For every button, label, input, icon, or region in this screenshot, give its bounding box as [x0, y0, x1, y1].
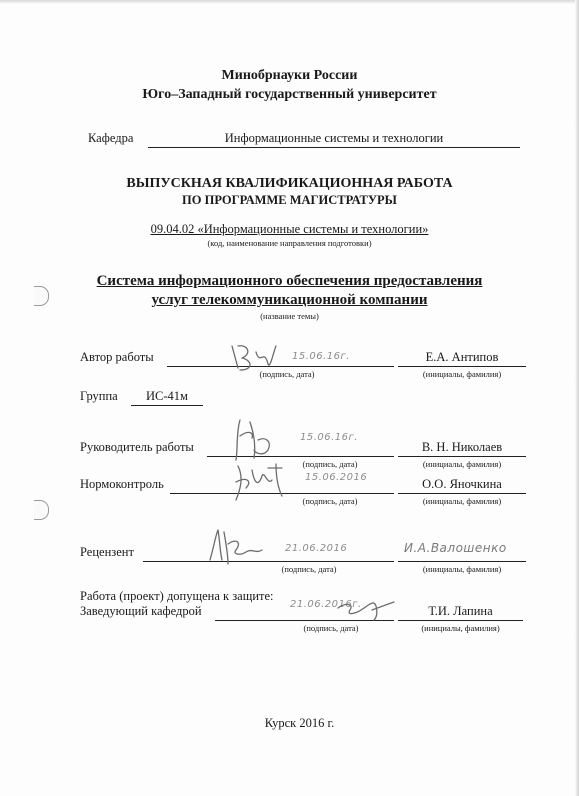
author-label: Автор работы — [80, 350, 154, 364]
normcontrol-label: Нормоконтроль — [80, 477, 164, 491]
topic-line2: услуг телекоммуникационной компании — [151, 292, 428, 308]
department-value: Информационные системы и технологии — [224, 131, 444, 145]
group-label: Группа — [80, 389, 118, 403]
admission-signature — [336, 596, 396, 622]
reviewer-name-line — [398, 561, 526, 562]
reviewer-sign-line — [143, 561, 394, 562]
work-type-line1: ВЫПУСКНАЯ КВАЛИФИКАЦИОННАЯ РАБОТА — [126, 176, 453, 191]
scan-edge-top — [0, 0, 579, 4]
reviewer-signature — [206, 524, 266, 568]
department-line — [148, 147, 520, 148]
supervisor-name-line — [398, 456, 526, 457]
supervisor-name-caption: (инициалы, фамилия) — [422, 459, 502, 469]
normcontrol-name-line — [398, 493, 526, 494]
admission-date: 21.06.2016г. — [290, 599, 362, 610]
topic-line1: Система информационного обеспечения предоставления — [96, 273, 483, 289]
reviewer-date: 21.06.2016 — [285, 543, 348, 554]
reviewer-name-handwritten: И.А.Валошенко — [404, 541, 507, 555]
supervisor-sign-caption: (подпись, дата) — [302, 459, 358, 469]
supervisor-label: Руководитель работы — [80, 440, 194, 454]
reviewer-label: Рецензент — [80, 545, 134, 559]
author-sign-caption: (подпись, дата) — [259, 369, 315, 379]
normcontrol-name-caption: (инициалы, фамилия) — [422, 496, 502, 506]
group-value: ИС-41м — [146, 389, 188, 403]
admission-sign-caption: (подпись, дата) — [303, 623, 359, 633]
admission-line1: Работа (проект) допущена к защите: — [80, 589, 274, 603]
punch-hole-lower — [34, 500, 49, 520]
author-sign-line — [167, 366, 394, 367]
admission-head-label: Заведующий кафедрой — [80, 604, 202, 618]
direction-value: 09.04.02 «Информационные системы и технологии» — [150, 222, 429, 236]
reviewer-sign-caption: (подпись, дата) — [281, 564, 337, 574]
author-name: Е.А. Антипов — [425, 350, 499, 364]
department-label: Кафедра — [88, 131, 134, 145]
group-line — [131, 405, 203, 406]
supervisor-date: 15.06.16г. — [300, 432, 358, 443]
normcontrol-sign-caption: (подпись, дата) — [302, 496, 358, 506]
normcontrol-name: О.О. Яночкина — [422, 477, 502, 491]
author-date: 15.06.16г. — [292, 351, 350, 362]
normcontrol-signature — [232, 460, 288, 504]
author-name-line — [398, 366, 526, 367]
city-year: Курск 2016 г. — [264, 716, 335, 730]
topic-caption: (название темы) — [260, 311, 319, 321]
author-name-caption: (инициалы, фамилия) — [422, 369, 502, 379]
university-title: Юго–Западный государственный университет — [142, 87, 437, 102]
reviewer-name-caption: (инициалы, фамилия) — [422, 564, 502, 574]
admission-name-line — [398, 620, 523, 621]
ministry-title: Минобрнауки России — [221, 68, 358, 83]
direction-caption: (код, наименование направления подготовки) — [207, 238, 372, 248]
scan-edge-right — [575, 0, 579, 796]
normcontrol-date: 15.06.2016 — [305, 472, 368, 483]
supervisor-name: В. Н. Николаев — [421, 440, 503, 454]
work-type-line2: ПО ПРОГРАММЕ МАГИСТРАТУРЫ — [182, 193, 397, 207]
admission-name: Т.И. Лапина — [428, 604, 493, 618]
supervisor-signature — [232, 416, 278, 462]
admission-name-caption: (инициалы, фамилия) — [421, 623, 500, 633]
